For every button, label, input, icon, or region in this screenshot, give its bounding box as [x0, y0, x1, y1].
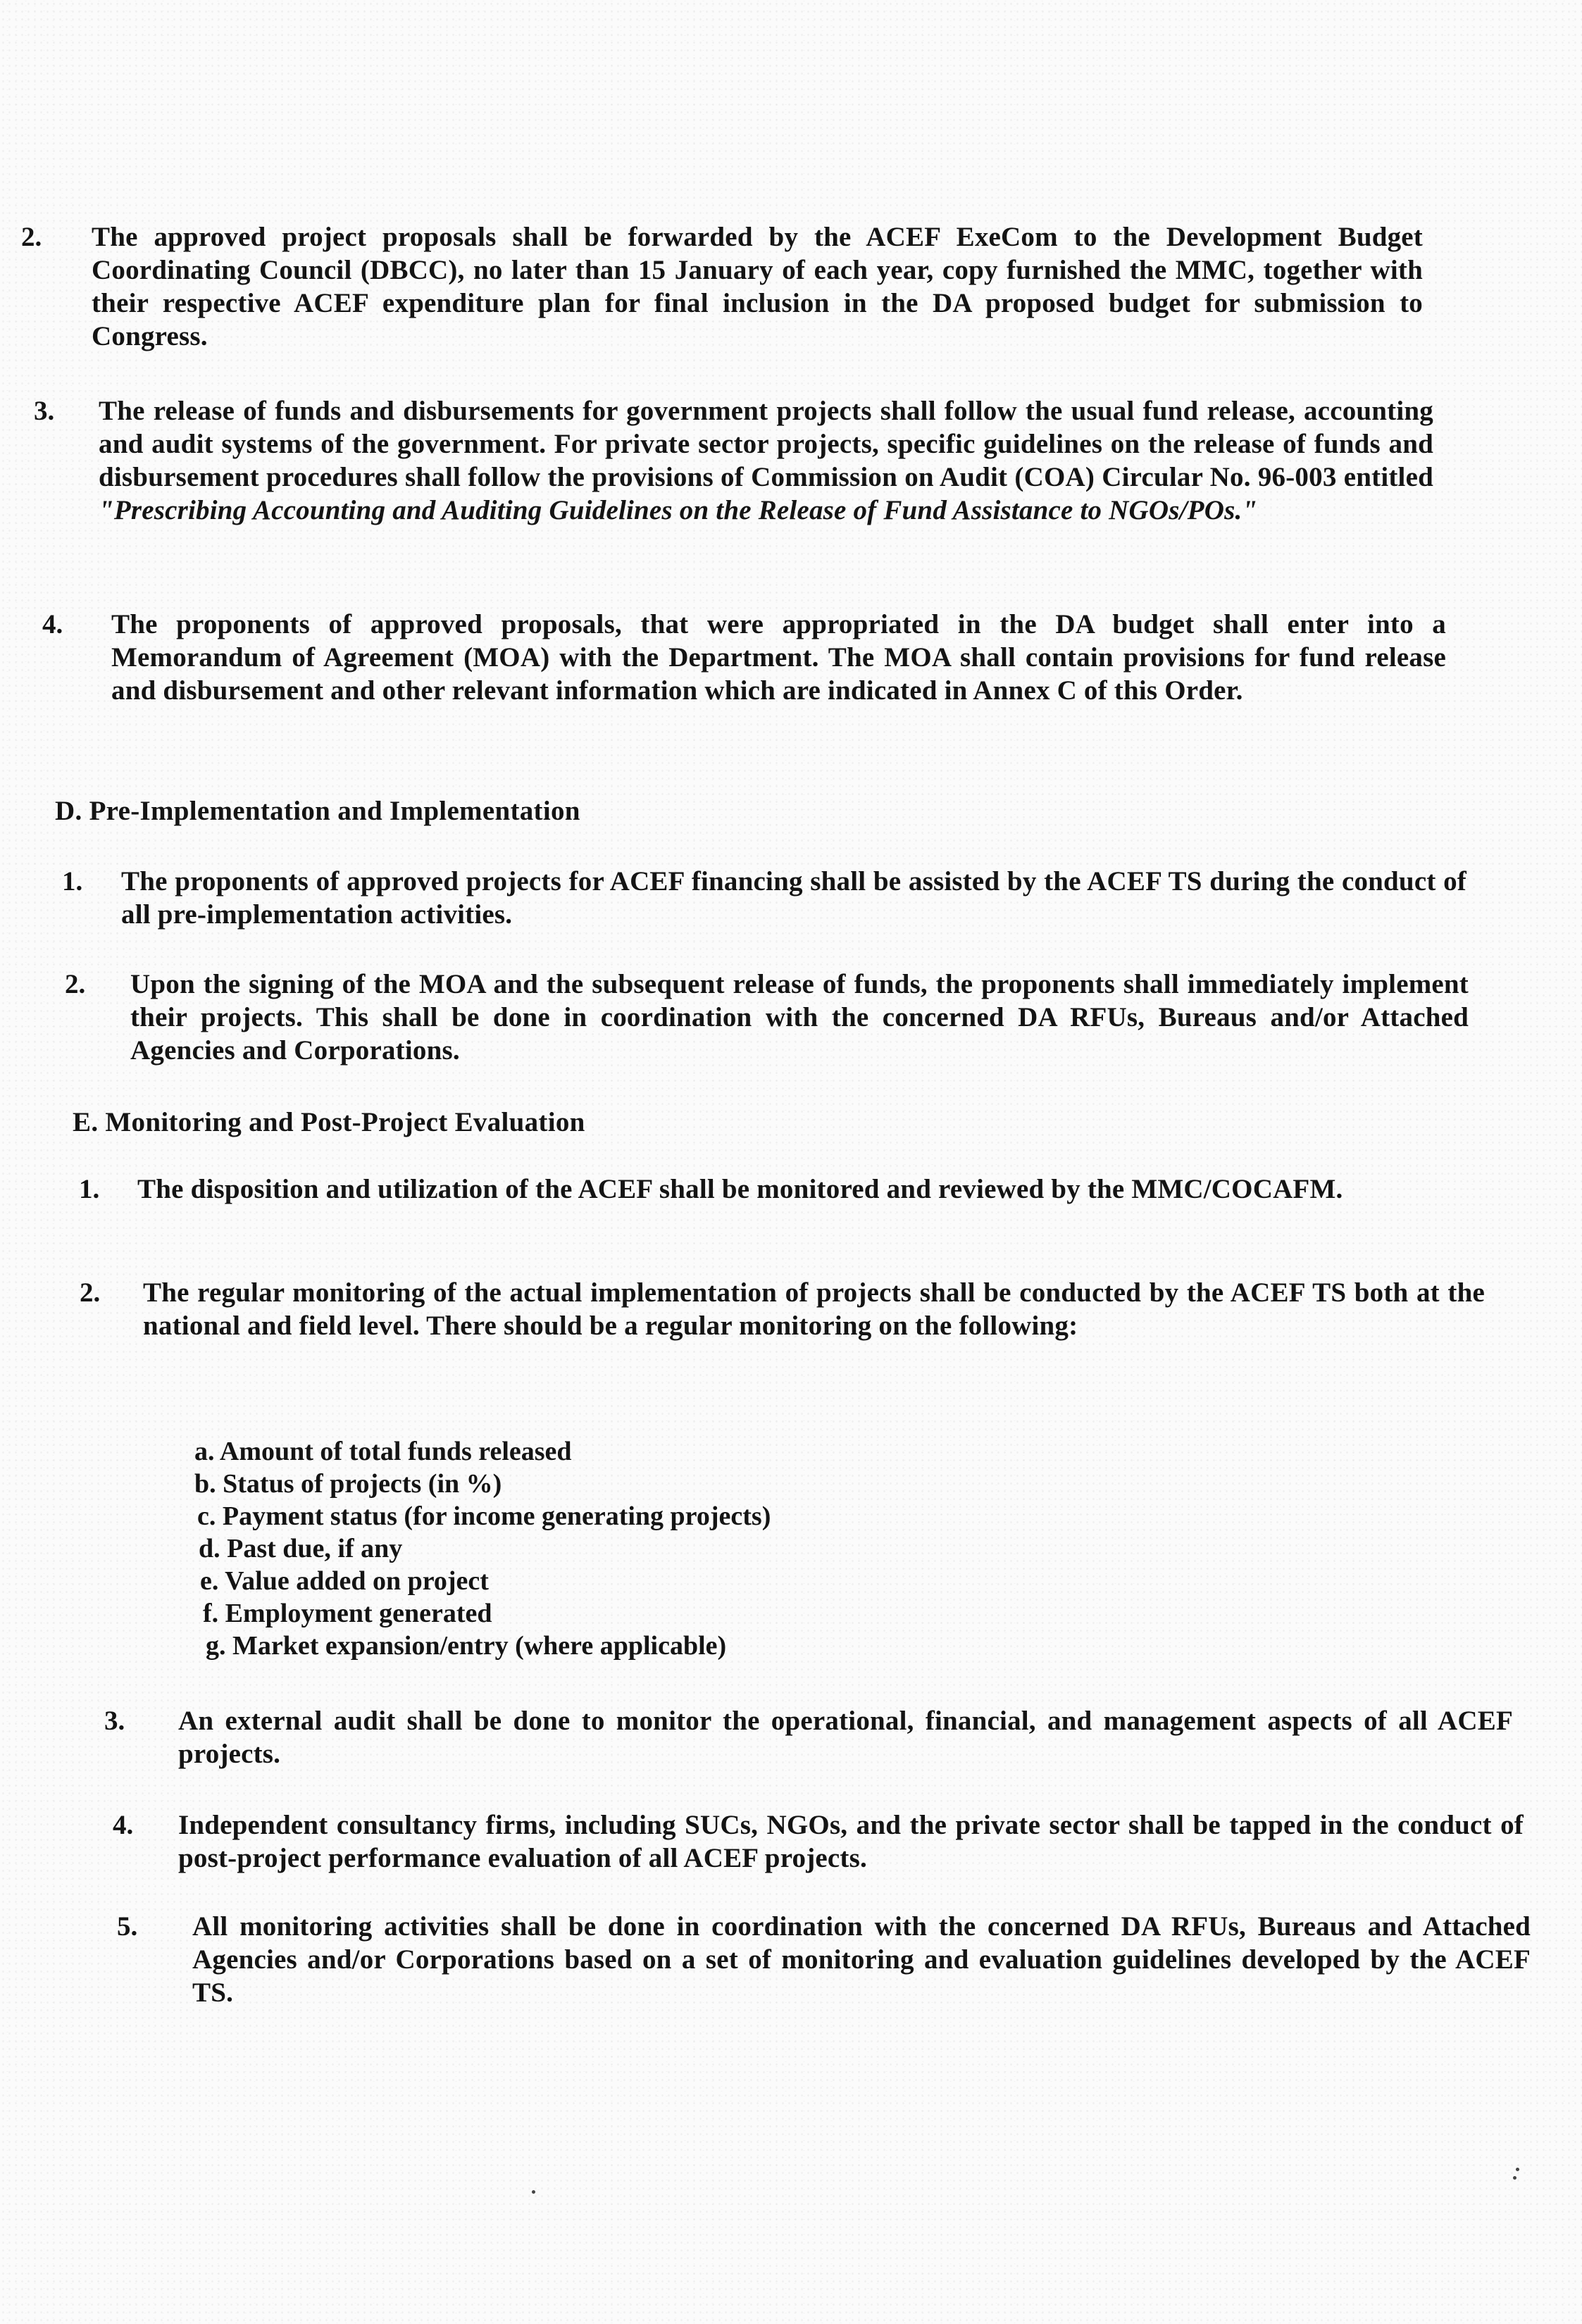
item-number: 3.	[34, 396, 55, 426]
paragraph-c4: The proponents of approved proposals, that were appropriated in the DA budget shall enter into a Memorandum of Agreement (MOA) with the Department. The MOA shall contain provisions for fund release and disbursement and other relevant information which are indicated in Annex C of this Order.	[111, 609, 1446, 706]
list-item: b. Status of projects (in %)	[194, 1469, 502, 1499]
paragraph-c3-text: The release of funds and disbursements for government projects shall follow the usual fund release, accounting and audit systems of the government. For private sector projects, specific guidelines on the release of funds and disbursement procedures shall follow the provisions of Commission on Audit (COA) Circular No. 96-003 entitled	[99, 396, 1433, 492]
item-number: 5.	[117, 1911, 138, 1942]
section-heading-e: E. Monitoring and Post-Project Evaluation	[73, 1107, 585, 1137]
scan-speck	[532, 2190, 535, 2194]
list-item: c. Payment status (for income generating projects)	[197, 1501, 771, 1531]
list-item: d. Past due, if any	[199, 1534, 403, 1563]
item-number: 2.	[80, 1277, 101, 1308]
paragraph-c3	[99, 394, 1433, 527]
paragraph-d1: The proponents of approved projects for ACEF financing shall be assisted by the ACEF TS during the conduct of all pre-implementation activities.	[121, 866, 1466, 930]
list-item: f. Employment generated	[203, 1599, 492, 1628]
item-number: 2.	[65, 969, 86, 999]
coa-circular-title: "Prescribing Accounting and Auditing Guidelines on the Release of Fund Assistance to NGOs/POs."	[99, 495, 1258, 525]
paragraph-e5: All monitoring activities shall be done in coordination with the concerned DA RFUs, Bureaus and Attached Agencies and/or Corporations based on a set of monitoring and evaluation guidelines developed by the ACEF TS.	[192, 1911, 1531, 2008]
paragraph-e1: The disposition and utilization of the ACEF shall be monitored and reviewed by the MMC/COCAFM.	[137, 1174, 1343, 1204]
item-number: 3.	[104, 1706, 125, 1736]
paragraph-e2: The regular monitoring of the actual implementation of projects shall be conducted by the ACEF TS both at the national and field level. There should be a regular monitoring on the following:	[143, 1277, 1485, 1341]
item-number: 4.	[113, 1810, 134, 1840]
scan-speck	[1516, 2168, 1519, 2171]
section-heading-d: D. Pre-Implementation and Implementation	[55, 796, 580, 826]
paragraph-e4: Independent consultancy firms, including SUCs, NGOs, and the private sector shall be tapped in the conduct of post-project performance evaluation of all ACEF projects.	[178, 1810, 1524, 1873]
paragraph-e3: An external audit shall be done to monitor the operational, financial, and management aspects of all ACEF projects.	[178, 1706, 1513, 1769]
paragraph-c2: The approved project proposals shall be forwarded by the ACEF ExeCom to the Development Budget Coordinating Council (DBCC), no later than 15 January of each year, copy furnished the MMC, together with their respective ACEF expenditure plan for final inclusion in the DA proposed budget for submission to Congress.	[92, 222, 1423, 351]
list-item: g. Market expansion/entry (where applicable)	[206, 1631, 727, 1661]
item-number: 4.	[42, 609, 63, 639]
item-number: 1.	[62, 866, 83, 897]
item-number: 2.	[21, 222, 42, 252]
scan-speck	[1513, 2176, 1516, 2180]
list-item: e. Value added on project	[200, 1566, 489, 1596]
paragraph-d2: Upon the signing of the MOA and the subsequent release of funds, the proponents shall immediately implement their projects. This shall be done in coordination with the concerned DA RFUs, Bureaus and/or Attached Agencies and Corporations.	[130, 969, 1469, 1066]
list-item: a. Amount of total funds released	[194, 1437, 572, 1466]
item-number: 1.	[79, 1174, 100, 1204]
